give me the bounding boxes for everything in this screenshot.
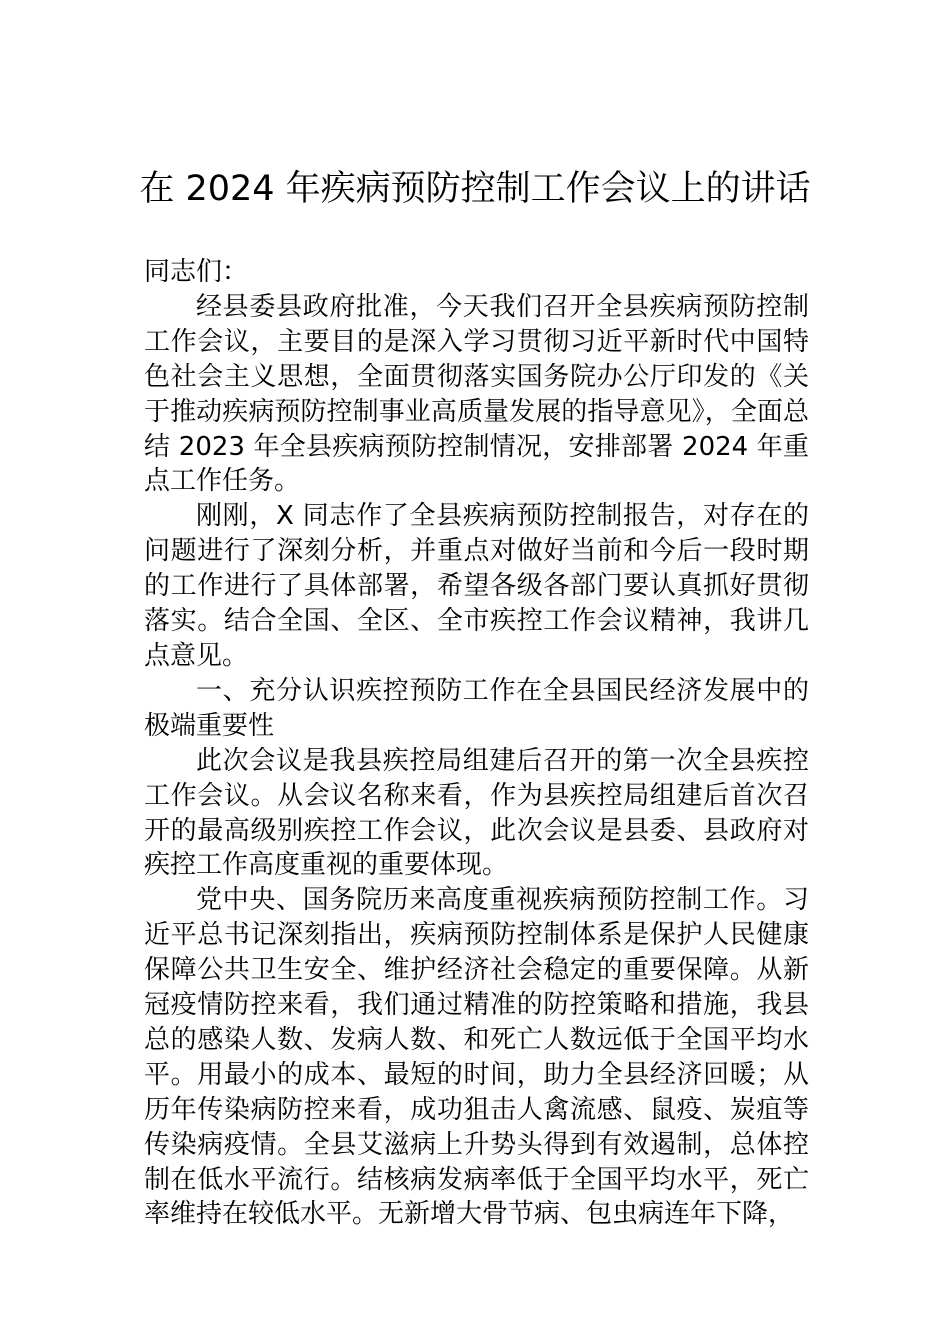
salutation: 同志们：	[144, 257, 249, 287]
document-title: 在 2024 年疾病预防控制工作会议上的讲话	[139, 169, 811, 209]
section-heading-1: 一、充分认识疾控预防工作在全县国民经济发展中的极端重要性	[144, 675, 809, 741]
paragraph-meeting: 此次会议是我县疾控局组建后召开的第一次全县疾控工作会议。从会议名称来看，作为县疾控局组建后首次召开的最高级别疾控工作会议，此次会议是县委、县政府对疾控工作高度重视的重要体现。	[144, 745, 809, 881]
paragraph-report: 刚刚，X 同志作了全县疾病预防控制报告，对存在的问题进行了深刻分析，并重点对做好当前和今后一段时期的工作进行了具体部署，希望各级各部门要认真抓好贯彻落实。结合全国、全区、全市疾控工作会议精神，我讲几点意见。	[144, 501, 809, 671]
paragraph-achievements: 党中央、国务院历来高度重视疾病预防控制工作。习近平总书记深刻指出，疾病预防控制体系是保护人民健康保障公共卫生安全、维护经济社会稳定的重要保障。从新冠疫情防控来看，我们通过精准的防控策略和措施，我县总的感染人数、发病人数、和死亡人数远低于全国平均水平。用最小的成本、最短的时间，助力全县经济回暖；从历年传染病防控来看，成功狙击人禽流感、鼠疫、炭疽等传染病疫情。全县艾滋病上升势头得到有效遏制，总体控制在低水平流行。结核病发病率低于全国平均水平，死亡率维持在较低水平。无新增大骨节病、包虫病连年下降，	[144, 885, 809, 1230]
paragraph-intro: 经县委县政府批准，今天我们召开全县疾病预防控制工作会议，主要目的是深入学习贯彻习近平新时代中国特色社会主义思想，全面贯彻落实国务院办公厅印发的《关于推动疾病预防控制事业高质量发展的指导意见》，全面总结 2023 年全县疾病预防控制情况，安排部署 2024 年重点工作任务。	[144, 291, 809, 497]
document-body	[144, 255, 809, 1232]
